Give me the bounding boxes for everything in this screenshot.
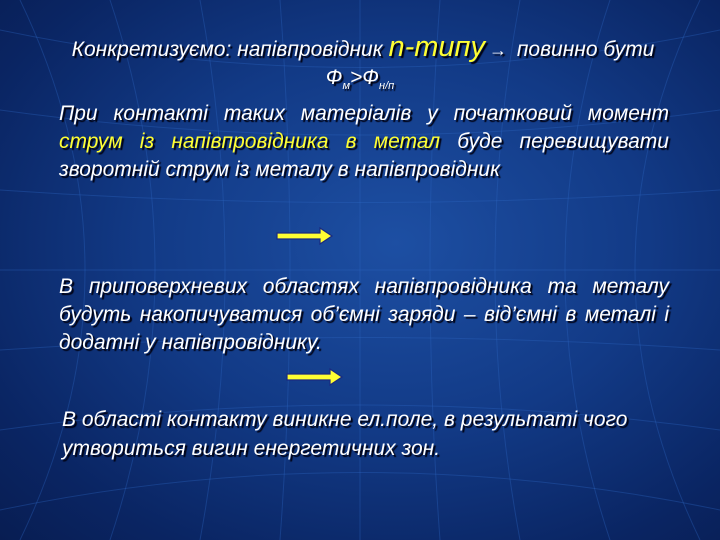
paragraph-space-charges: В приповерхневих областях напівпровідника та металу будуть накопичуватися об’ємні заряди – від’ємні в металі і додатні у напівпровіднику. bbox=[59, 275, 669, 354]
paragraph1-text-start: При контакті таких матеріалів у початковий момент bbox=[59, 102, 669, 125]
paragraph-electric-field: В області контакту виникне ел.поле, в результаті чого утвориться вигин енергетичних зон. bbox=[62, 408, 628, 460]
phi-symbol: Ф bbox=[325, 66, 343, 89]
right-arrow-icon bbox=[276, 226, 334, 246]
work-function-condition bbox=[0, 66, 720, 92]
metal-subscript: м bbox=[342, 80, 351, 93]
greater-than-phi: >Ф bbox=[350, 66, 380, 89]
slide-title bbox=[18, 31, 708, 63]
title-text: Конкретизуємо: напівпровідник bbox=[71, 38, 389, 61]
semiconductor-subscript: н/п bbox=[379, 80, 395, 93]
title-continuation: повинно бути bbox=[511, 38, 655, 61]
paragraph1-highlight: струм із напівпровідника в метал bbox=[59, 130, 441, 153]
title-arrow: → bbox=[489, 40, 507, 60]
title-highlight: n-типу bbox=[388, 31, 485, 63]
paragraph1-text-end: буде перевищувати зворотній струм із металу в напівпровідник bbox=[59, 130, 669, 181]
right-arrow-icon bbox=[286, 367, 344, 387]
paragraph-initial-current bbox=[59, 100, 669, 184]
